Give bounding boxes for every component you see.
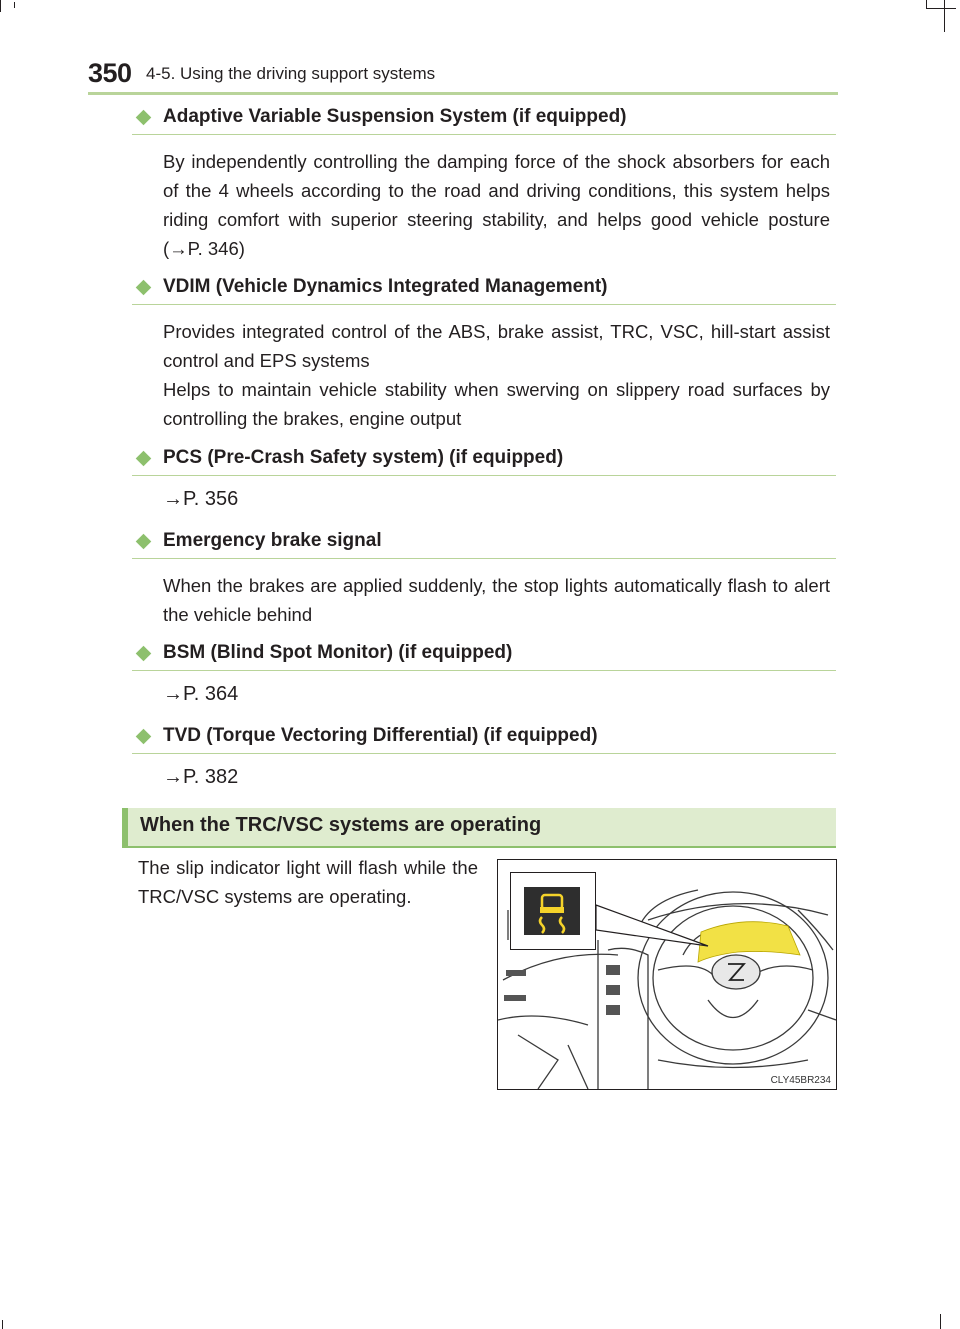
section-body xyxy=(163,571,830,629)
section-pcs xyxy=(132,447,836,511)
paragraph: Helps to maintain vehicle stability when swerving on slippery road surfaces by controlling the brakes, engine output xyxy=(163,379,830,429)
diamond-bullet-icon xyxy=(136,646,152,662)
page-reference-link[interactable]: →P. 356 xyxy=(163,488,239,510)
section-heading xyxy=(132,642,836,671)
section-emergency-brake-signal xyxy=(132,530,836,629)
section-body xyxy=(163,317,830,433)
band-title: When the TRC/VSC systems are operating xyxy=(140,814,542,836)
crop-mark xyxy=(940,1314,941,1329)
section-title: BSM (Blind Spot Monitor) (if equipped) xyxy=(163,642,513,663)
indicator-inset xyxy=(510,872,596,950)
instrument-highlight xyxy=(698,922,800,962)
section-heading xyxy=(132,276,836,305)
figure-code: CLY45BR234 xyxy=(770,1075,831,1086)
diamond-bullet-icon xyxy=(136,280,152,296)
section-body xyxy=(163,147,830,263)
paragraph: By independently controlling the damping force of the shock absorbers for each of the 4 wheels according to the road and driving conditions, this system helps riding comfort with superior steering stability, and helps good vehicle posture (→P. 346) xyxy=(163,151,830,259)
paragraph: When the brakes are applied suddenly, the stop lights automatically flash to alert the vehicle behind xyxy=(163,575,830,625)
chapter-title: 4-5. Using the driving support systems xyxy=(146,64,436,83)
section-vdim xyxy=(132,276,836,433)
section-title: Adaptive Variable Suspension System (if equipped) xyxy=(163,106,627,127)
section-avs xyxy=(132,106,836,263)
diamond-bullet-icon xyxy=(136,534,152,550)
crop-mark xyxy=(926,0,927,8)
paragraph: Provides integrated control of the ABS, brake assist, TRC, VSC, hill-start assist control and EPS systems xyxy=(163,321,830,371)
callout-pointer xyxy=(596,905,708,946)
crop-mark xyxy=(944,0,945,32)
page-reference-link[interactable]: →P. 364 xyxy=(163,683,239,705)
crop-mark xyxy=(0,0,1,12)
header-rule xyxy=(88,92,838,95)
intro-text: The slip indicator light will flash while the TRC/VSC systems are operating. xyxy=(138,857,478,907)
section-bsm xyxy=(132,642,836,706)
page-header xyxy=(88,58,848,92)
section-heading xyxy=(132,530,836,559)
crop-mark xyxy=(926,8,956,9)
slip-indicator-icon xyxy=(524,887,580,935)
section-tvd xyxy=(132,725,836,789)
section-title: Emergency brake signal xyxy=(163,530,382,551)
subsection-band xyxy=(122,808,836,848)
diamond-bullet-icon xyxy=(136,729,152,745)
section-title: PCS (Pre-Crash Safety system) (if equipped) xyxy=(163,447,564,468)
section-title: VDIM (Vehicle Dynamics Integrated Management) xyxy=(163,276,608,297)
crop-mark xyxy=(14,2,15,8)
section-heading xyxy=(132,106,836,135)
diamond-bullet-icon xyxy=(136,110,152,126)
crop-mark xyxy=(2,1320,3,1329)
section-title: TVD (Torque Vectoring Differential) (if equipped) xyxy=(163,725,598,746)
section-heading xyxy=(132,447,836,476)
diamond-bullet-icon xyxy=(136,451,152,467)
page-reference-link[interactable]: →P. 382 xyxy=(163,766,239,788)
dashboard-illustration xyxy=(497,859,837,1090)
section-heading xyxy=(132,725,836,754)
page-number: 350 xyxy=(88,58,132,88)
band-accent-bar xyxy=(122,808,128,846)
